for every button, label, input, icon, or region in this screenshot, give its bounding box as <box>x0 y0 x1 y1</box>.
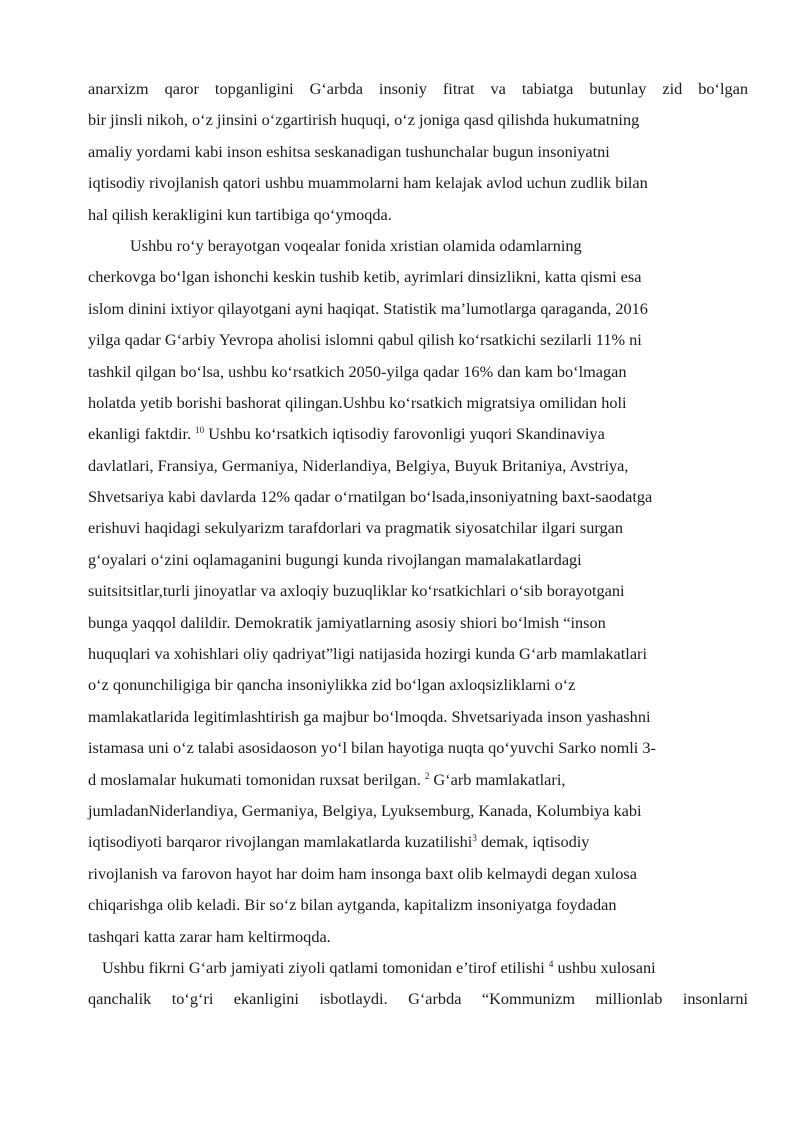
text-line: anarxizm qaror topganligini G‘arbda insoniy fitrat va tabiatga butunlay zid bo‘lgan <box>88 79 748 98</box>
footnote-ref[interactable]: 10 <box>195 425 205 436</box>
paragraph-first-line: Ushbu fikrni G‘arb jamiyati ziyoli qatlami tomonidan e’tirof etilishi $^4$ ushbu xulosani <box>102 957 656 977</box>
text-line: holatda yetib borishi bashorat qilingan.Ushbu ko‘rsatkich migratsiya omilidan holi <box>88 392 627 412</box>
text-line: qanchalik to‘g‘ri ekanligini isbotlaydi. G‘arbda “Kommunizm millionlab insonlarni <box>88 989 748 1009</box>
text-line: chiqarishga olib keladi. Bir so‘z bilan aytganda, kapitalizm insoniyatga foydadan <box>88 895 617 915</box>
paragraph-first-line: Ushbu ro‘y berayotgan voqealar fonida xristian olamida odamlarning <box>130 235 582 255</box>
text-line: islom dinini ixtiyor qilayotgani ayni haqiqat. Statistik ma’lumotlarga qaraganda, 2016 <box>88 298 648 318</box>
text-line: jumladanNiderlandiya, Germaniya, Belgiya, Lyuksemburg, Kanada, Kolumbiya kabi <box>88 800 642 820</box>
text-line: erishuvi haqidagi sekulyarizm tarafdorlari va pragmatik siyosatchilar ilgari surgan <box>88 518 623 538</box>
text-line: cherkovga bo‘lgan ishonchi keskin tushib ketib, ayrimlari dinsizlikni, katta qismi esa <box>88 267 642 287</box>
text-line: amaliy yordami kabi inson eshitsa seskanadigan tushunchalar bugun insoniyatni <box>88 141 610 161</box>
text-line: istamasa uni o‘z talabi asosidaoson yo‘l bilan hayotiga nuqta qo‘yuvchi Sarko nomli 3- <box>88 738 656 758</box>
text-line: tashqari katta zarar ham keltirmoqda. <box>88 926 331 946</box>
body-text <box>88 73 748 1015</box>
text-line: bunga yaqqol dalildir. Demokratik jamiyatlarning asosiy shiori bo‘lmish “inson <box>88 612 606 632</box>
text-line: iqtisodiyoti barqaror rivojlangan mamlakatlarda kuzatilishi$^3$ demak, iqtisodiy <box>88 832 590 852</box>
text-line: iqtisodiy rivojlanish qatori ushbu muammolarni ham kelajak avlod uchun zudlik bilan <box>88 173 648 193</box>
footnote-ref[interactable]: 4 <box>548 958 554 969</box>
text-line: Shvetsariya kabi davlarda 12% qadar o‘rnatilgan bo‘lsada,insoniyatning baxt-saodatga <box>88 487 653 507</box>
text-line: mamlakatlarida legitimlashtirish ga majbur bo‘lmoqda. Shvetsariyada inson yashashni <box>88 706 651 726</box>
text-line: suitsitsitlar,turli jinoyatlar va axloqiy buzuqliklar ko‘rsatkichlari o‘sib borayotgani <box>88 581 625 601</box>
text-line: o‘z qonunchiligiga bir qancha insoniylikka zid bo‘lgan axloqsizliklarni o‘z <box>88 675 576 695</box>
text-line: rivojlanish va farovon hayot har doim ham insonga baxt olib kelmaydi degan xulosa <box>88 863 637 883</box>
text-line: tashkil qilgan bo‘lsa, ushbu ko‘rsatkich 2050-yilga qadar 16% dan kam bo‘lmagan <box>88 361 627 381</box>
text-line: davlatlari, Fransiya, Germaniya, Niderlandiya, Belgiya, Buyuk Britaniya, Avstriya, <box>88 455 629 475</box>
text-line: hal qilish kerakligini kun tartibiga qo‘ymoqda. <box>88 204 392 224</box>
footnote-ref[interactable]: 2 <box>424 770 430 781</box>
text-line: yilga qadar G‘arbiy Yevropa aholisi islomni qabul qilish ko‘rsatkichi sezilarli 11% ni <box>88 330 642 350</box>
text-line: bir jinsli nikoh, o‘z jinsini o‘zgartirish huquqi, o‘z joniga qasd qilishda hukumatning <box>88 110 640 130</box>
text-line: huquqlari va xohishlari oliy qadriyat”ligi natijasida hozirgi kunda G‘arb mamlakatlari <box>88 644 647 664</box>
footnote-ref[interactable]: 3 <box>472 833 477 844</box>
text-line: d moslamalar hukumati tomonidan ruxsat berilgan. $^2$ G‘arb mamlakatlari, <box>88 769 566 789</box>
text-line: g‘oyalari o‘zini oqlamaganini bugungi kunda rivojlangan mamalakatlardagi <box>88 549 582 569</box>
text-line: ekanligi faktdir. $^{10}$ Ushbu ko‘rsatkich iqtisodiy farovonligi yuqori Skandinaviya <box>88 424 605 444</box>
